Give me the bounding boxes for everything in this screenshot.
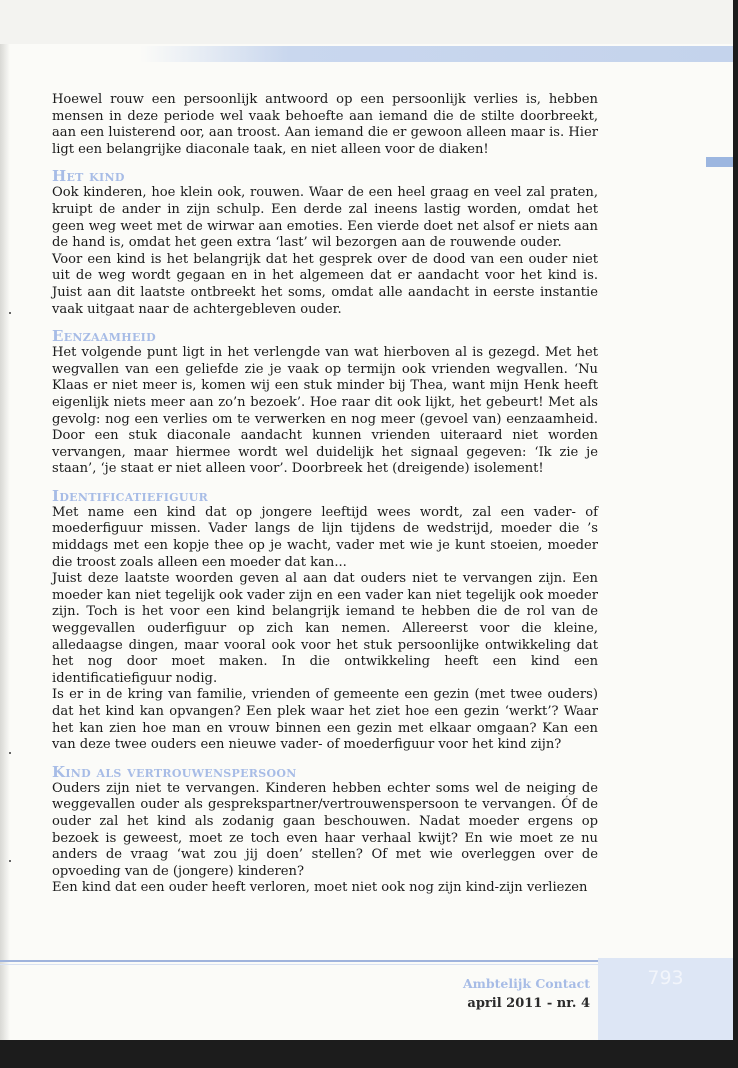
page-binding-shadow: [0, 0, 10, 1040]
section-paragraph: Met name een kind dat op jongere leeftijd wees wordt, zal een vader- of moederfiguur missen. Vader langs de lijn tijdens de wedstrijd, moeder die ’s middags met een kopje thee op je wacht, vader met wie je kunt stoeien, moeder die troost zoals alleen een moeder dat kan...: [52, 504, 598, 570]
section-paragraph: Het volgende punt ligt in het verlengde van wat hierboven al is gezegd. Met het wegvallen van een geliefde zie je vaak op termijn ook vrienden wegvallen. ‘Nu Klaas er niet meer is, komen wij een stuk minder bij Thea, want mijn Henk heeft eigenlijk niets meer aan zo’n bezoek’. Hoe raar dit ook lijkt, het gebeurt! Met als gevolg: nog een verlies om te verwerken en nog meer (gevoel van) eenzaamheid. Door een stuk diaconale aandacht kunnen vrienden uiteraard niet worden vervangen, maar hiermee wordt wel duidelijk het signaal gegeven: ‘Ik zie je staan’, ‘je staat er niet alleen voor’. Doorbreek het (dreigende) isolement!: [52, 345, 598, 477]
page-number: 793: [647, 967, 684, 989]
top-margin: [0, 0, 733, 44]
section-paragraph: Een kind dat een ouder heeft verloren, moet niet ook nog zijn kind-zijn verliezen: [52, 880, 588, 896]
section-paragraph: Ook kinderen, hoe klein ook, rouwen. Waar de een heel graag en veel zal praten, kruipt de ander in zijn schulp. Een derde zal ineens lastig worden, omdat het geen weg weet met de wirwar aan emoties. Een vierde doet net alsof er niets aan de hand is, omdat het geen extra ‘last’ wil bezorgen aan de rouwende ouder.: [52, 185, 598, 251]
section-paragraph: Voor een kind is het belangrijk dat het gesprek over de dood van een ouder niet uit de weg wordt gegaan en in het algemeen dat er aandacht voor het kind is. Juist aan dit laatste ontbreekt het soms, omdat alle aandacht in eerste instantie vaak uitgaat naar de achtergebleven ouder.: [52, 251, 598, 317]
margin-dot: [9, 312, 11, 314]
section-heading: Het kind: [52, 167, 125, 186]
section-paragraph: Is er in de kring van familie, vrienden of gemeente een gezin (met twee ouders) dat het kind kan opvangen? Een plek waar het ziet hoe een gezin ‘werkt’? Waar het kan zien hoe man en vrouw binnen een gezin met elkaar omgaan? Kan een van deze twee ouders een nieuwe vader- of moederfiguur voor het kind zijn?: [52, 687, 598, 753]
section-heading: Eenzaamheid: [52, 327, 156, 346]
margin-dot: [9, 860, 11, 862]
section-paragraph: Juist deze laatste woorden geven al aan dat ouders niet te vervangen zijn. Een moeder kan niet tegelijk ook vader zijn en een vader kan niet tegelijk ook moeder zijn. Toch is het voor een kind belangrijk iemand te hebben die de rol van de weggevallen ouderfiguur op zich kan nemen. Allereerst voor die kleine, alledaagse dingen, maar vooral ook voor het stuk persoonlijke ontwikkeling dat het nog door moet maken. In die ontwikkeling heeft een kind een identificatiefiguur nodig.: [52, 571, 598, 686]
side-tab-marker: [706, 157, 733, 167]
article-body: [52, 92, 598, 897]
section-heading: Identificatiefiguur: [52, 486, 209, 505]
header-color-band: [140, 46, 733, 62]
margin-dot: [9, 752, 11, 754]
section-heading: Kind als vertrouwenspersoon: [52, 762, 297, 781]
issue-label: april 2011 - nr. 4: [467, 996, 590, 1011]
section-paragraph: Ouders zijn niet te vervangen. Kinderen hebben echter soms wel de neiging de weggevallen ouder als gesprekspartner/vertrouwenspersoon te vervangen. Óf de ouder zal het kind als zodanig gaan beschouwen. Nadat moeder ergens op bezoek is geweest, moet ze toch even haar verhaal kwijt? En wie moet ze nu anders de vraag ‘wat zou jij doen’ stellen? Of met wie overleggen over de opvoeding van de (jongere) kinderen?: [52, 780, 598, 879]
journal-title: Ambtelijk Contact: [462, 976, 590, 991]
intro-paragraph: Hoewel rouw een persoonlijk antwoord op een persoonlijk verlies is, hebben mensen in deze periode wel vaak behoefte aan iemand die de stilte doorbreekt, aan een luisterend oor, aan troost. Aan iemand die er gewoon alleen maar is. Hier ligt een belangrijke diaconale taak, en niet alleen voor de diaken!: [52, 92, 598, 157]
